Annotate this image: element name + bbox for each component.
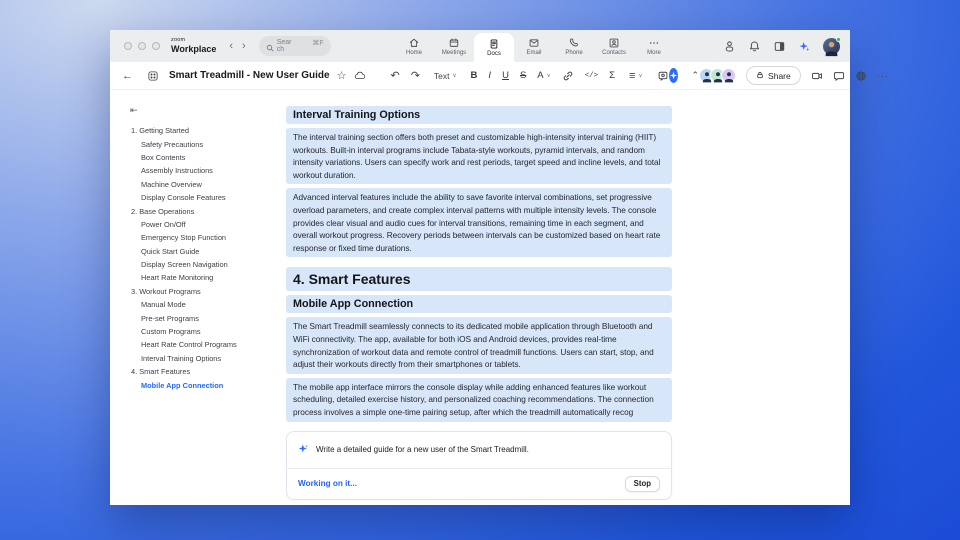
window-top-bar <box>110 30 850 62</box>
toc-item[interactable]: Interval Training Options <box>141 353 222 363</box>
tab-label: Docs <box>487 51 501 57</box>
tab-label: Email <box>526 49 542 56</box>
toc-item[interactable]: Heart Rate Monitoring <box>141 273 214 283</box>
text-color-dropdown[interactable]: A ∨ <box>537 70 551 81</box>
toc-item[interactable]: Manual Mode <box>141 300 186 310</box>
toc-item[interactable]: Power On/Off <box>141 219 186 229</box>
stop-button[interactable]: Stop <box>625 476 660 492</box>
tab-email[interactable] <box>514 30 554 62</box>
doc-heading[interactable]: Interval Training Options <box>286 106 672 124</box>
underline-button[interactable]: U <box>502 70 509 81</box>
ai-companion-icon[interactable] <box>798 40 811 53</box>
strikethrough-button[interactable]: S <box>519 70 527 81</box>
toc-item[interactable]: Display Console Features <box>141 193 226 203</box>
italic-button[interactable]: I <box>488 70 492 81</box>
undo-button[interactable]: ↶ <box>390 70 400 82</box>
toc-item[interactable]: Assembly Instructions <box>141 166 213 176</box>
ai-companion-panel <box>286 431 672 500</box>
tab-phone[interactable] <box>554 30 594 62</box>
toc-item[interactable]: 3. Workout Programs <box>131 286 201 296</box>
presence-dot <box>836 37 841 42</box>
ai-status-row <box>287 469 671 499</box>
toc-item[interactable]: Quick Start Guide <box>141 246 200 256</box>
tab-label: More <box>647 49 661 56</box>
toc-item[interactable]: Heart Rate Control Programs <box>141 340 237 350</box>
brand-zoom-label: zoom <box>171 37 186 44</box>
toc-list <box>124 124 276 392</box>
doc-paragraph[interactable]: The interval training section offers both preset and customizable high-intensity interval training (HIIT) workouts. Built-in interval programs include Tabata-style workouts, pyramid intervals, and random intensity variations. Users can specify work and rest periods, target speed and incline levels, and total workout duration. <box>286 128 672 184</box>
user-avatar[interactable] <box>823 38 840 55</box>
toc-item[interactable]: 2. Base Operations <box>131 206 195 216</box>
meetings-icon <box>448 37 460 49</box>
collaborator-avatars[interactable] <box>699 68 736 83</box>
redo-button[interactable]: ↷ <box>410 70 420 82</box>
chevron-down-icon: ∨ <box>638 72 643 79</box>
chevron-down-icon: ∨ <box>452 72 457 79</box>
more-dots-icon <box>648 37 660 49</box>
search-placeholder: Search <box>276 39 292 53</box>
share-label: Share <box>768 70 791 81</box>
close-window-icon[interactable] <box>124 42 132 50</box>
email-icon <box>528 37 540 49</box>
zoom-workplace-window <box>110 30 889 505</box>
phone-icon <box>568 37 580 49</box>
minimize-window-icon[interactable] <box>138 42 146 50</box>
tab-label: Phone <box>565 49 583 56</box>
align-dropdown[interactable]: ≡ ∨ <box>629 69 643 82</box>
toc-item[interactable]: Custom Programs <box>141 327 201 337</box>
doc-title: Smart Treadmill - New User Guide <box>169 70 330 81</box>
collapse-toolbar-button[interactable]: ⌃ <box>691 70 700 80</box>
insert-link-icon[interactable] <box>562 70 574 82</box>
side-panel-icon[interactable] <box>773 40 786 53</box>
doc-paragraph[interactable]: The mobile app interface mirrors the console display while adding enhanced features like workout scheduling, detailed exercise history, and personalized coaching recommendations. The connection process involves a simple one-time pairing setup, after which the treadmill automatically recog <box>286 378 672 422</box>
tab-more[interactable] <box>634 30 674 62</box>
profile-contact-icon[interactable] <box>723 40 736 53</box>
app-nav-tabs <box>394 30 674 62</box>
history-forward-button[interactable]: › <box>242 40 246 52</box>
toc-item[interactable]: Mobile App Connection <box>141 380 224 390</box>
window-controls[interactable] <box>124 42 160 50</box>
home-icon <box>408 37 420 49</box>
favorite-star-icon[interactable]: ☆ <box>336 70 347 82</box>
collaborator-3-avatar[interactable] <box>721 68 736 83</box>
tab-label: Home <box>405 49 422 56</box>
tab-home[interactable] <box>394 30 434 62</box>
video-camera-icon[interactable] <box>811 70 823 82</box>
doc-toolbar <box>110 62 889 90</box>
doc-blocks <box>286 106 672 422</box>
ai-companion-button[interactable] <box>669 68 678 83</box>
toc-item[interactable]: Box Contents <box>141 152 186 162</box>
ai-status-text: Working on it... <box>298 479 357 488</box>
search-shortcut: ⌘F <box>312 40 324 47</box>
toolbar-right <box>699 66 889 85</box>
bold-button[interactable]: B <box>470 70 478 81</box>
tab-label: Meetings <box>441 49 467 56</box>
toc-item[interactable]: Pre-set Programs <box>141 313 199 323</box>
brand-workplace-label: Workplace <box>171 43 217 54</box>
back-button[interactable]: ← <box>122 69 133 82</box>
search-icon <box>266 39 274 57</box>
toc-item[interactable]: Emergency Stop Function <box>141 233 227 243</box>
ai-prompt-text: Write a detailed guide for a new user of the Smart Treadmill. <box>316 445 529 454</box>
share-button[interactable] <box>746 66 801 85</box>
text-style-dropdown[interactable]: Text ∨ <box>433 70 457 81</box>
toc-item[interactable]: Safety Precautions <box>141 139 204 149</box>
code-block-button[interactable]: </> <box>584 71 599 80</box>
toc-item[interactable]: 4. Smart Features <box>131 367 191 377</box>
formula-button[interactable]: Σ <box>609 70 616 81</box>
lock-icon <box>756 71 764 81</box>
toc-item[interactable]: 1. Getting Started <box>131 126 189 136</box>
collapse-toc-icon[interactable]: ⇤ <box>130 105 138 115</box>
history-back-button[interactable]: ‹ <box>229 40 234 52</box>
toc-item[interactable]: Machine Overview <box>141 179 202 189</box>
tab-label: Contacts <box>602 49 626 56</box>
comment-icon[interactable] <box>657 70 669 82</box>
doc-heading[interactable]: Mobile App Connection <box>286 295 672 313</box>
cloud-saved-icon <box>354 70 366 82</box>
tab-contacts[interactable] <box>594 30 634 62</box>
more-options-button[interactable]: ··· <box>876 70 889 81</box>
globe-language-icon[interactable] <box>855 70 867 82</box>
chat-bubble-icon[interactable] <box>833 70 845 82</box>
toc-item[interactable]: Display Screen Navigation <box>141 260 228 270</box>
ai-prompt-row <box>287 432 671 468</box>
notifications-bell-icon[interactable] <box>748 40 761 53</box>
ai-sparkle-icon <box>298 441 309 459</box>
zoom-workplace-logo <box>171 38 216 54</box>
doc-paragraph[interactable]: The Smart Treadmill seamlessly connects to its dedicated mobile application through Bluetooth and WiFi connectivity. The app, available for both iOS and Android devices, provides real-time synchronization of workout data and remote control of treadmill functions. Users can start, stop, and adjust their workouts directly from their smartphones or tablets. <box>286 317 672 373</box>
all-docs-grid-icon[interactable] <box>147 70 159 82</box>
doc-paragraph[interactable]: Advanced interval features include the ability to save favorite interval combinations, set progressive overload parameters, and create complex interval patterns with multiple intensity levels. The console provides clear visual and audio cues for interval transitions, remaining time in each segment, and overall workout progress. Recovery periods between intervals can be customized based on heart rate response or fixed time durations. <box>286 188 672 257</box>
doc-content-area <box>110 90 850 505</box>
table-of-contents <box>124 100 276 392</box>
document-body[interactable] <box>286 90 672 500</box>
zoom-window-icon[interactable] <box>152 42 160 50</box>
top-right-controls <box>723 30 840 62</box>
chevron-down-icon: ∨ <box>546 72 551 79</box>
tab-docs[interactable] <box>474 33 514 62</box>
global-search-input[interactable] <box>259 36 331 56</box>
tab-meetings[interactable] <box>434 30 474 62</box>
docs-icon <box>488 38 500 50</box>
contacts-icon <box>608 37 620 49</box>
doc-heading[interactable]: 4. Smart Features <box>286 267 672 291</box>
